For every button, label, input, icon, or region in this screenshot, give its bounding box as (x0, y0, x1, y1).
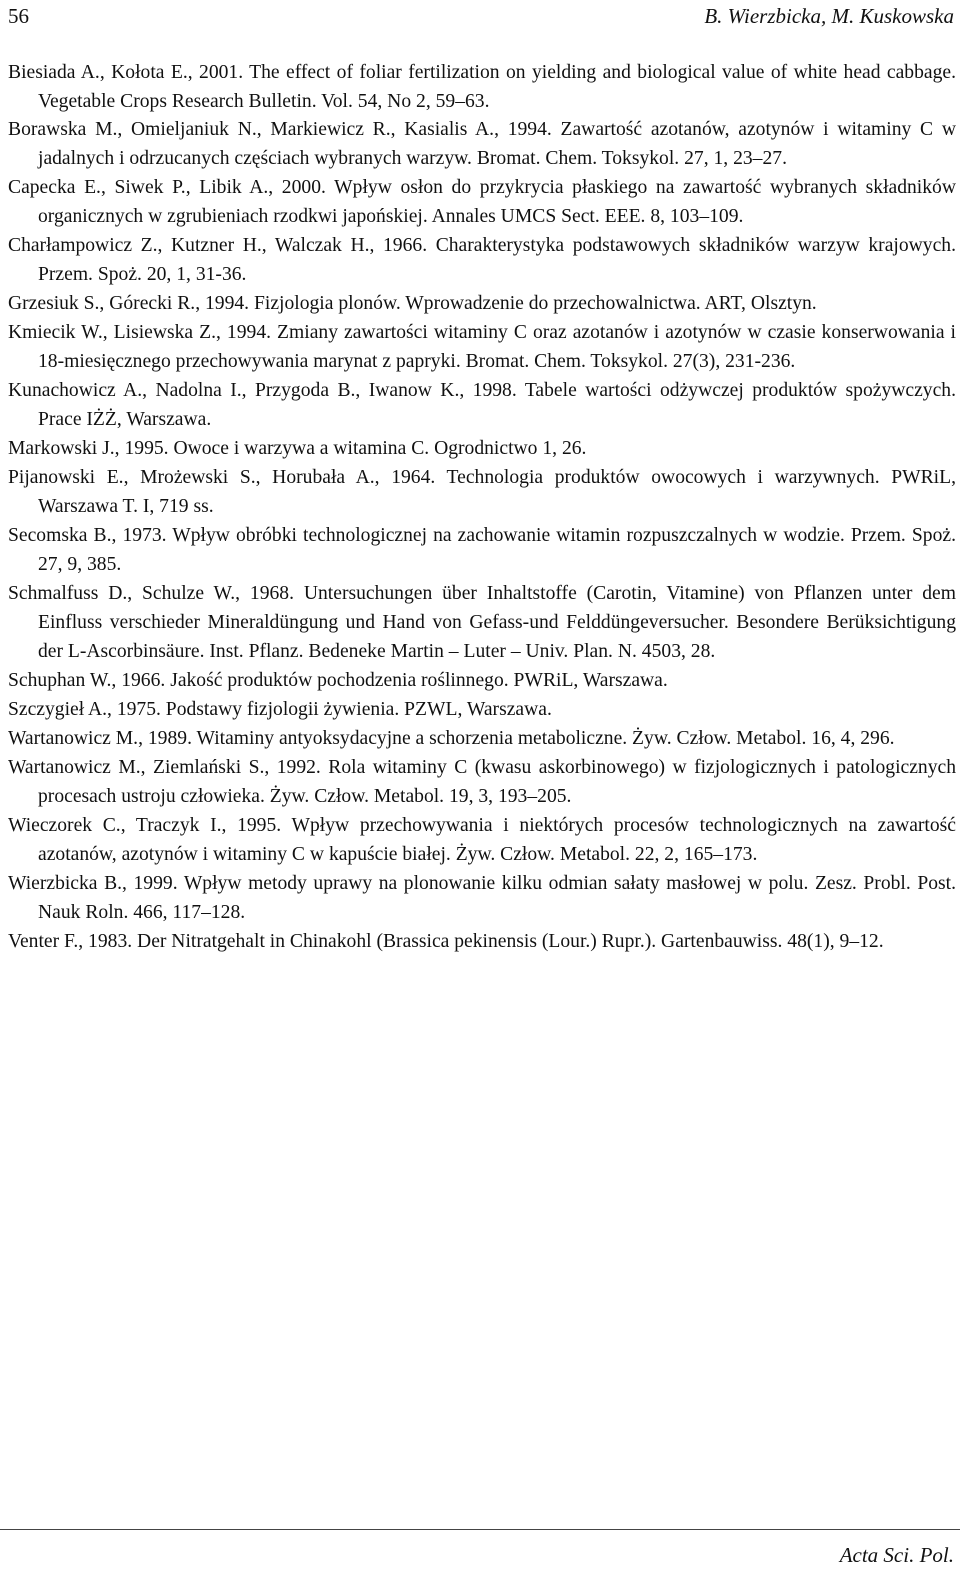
reference-entry: Wartanowicz M., 1989. Witaminy antyoksydacyjne a schorzenia metaboliczne. Żyw. Człow. Metabol. 16, 4, 296. (8, 728, 895, 749)
reference-entry: Schmalfuss D., Schulze W., 1968. Untersuchungen über Inhaltstoffe (Carotin, Vitamine) von Pflanzen unter dem Einfluss verschieder Mineraldüngung und Hand von Gefass-und Felddüngeversucher. Besondere Berüksichtigung der L-Ascorbinsäure. Inst. Pflanz. Bedeneke Martin – Luter – Univ. Plan. N. 4503, 28. (8, 583, 956, 662)
reference-entry: Grzesiuk S., Górecki R., 1994. Fizjologia plonów. Wprowadzenie do przechowalnictwa. ART, Olsztyn. (8, 293, 817, 314)
reference-entry: Markowski J., 1995. Owoce i warzywa a witamina C. Ogrodnictwo 1, 26. (8, 438, 587, 459)
running-head: B. Wierzbicka, M. Kuskowska (704, 4, 954, 28)
reference-entry: Biesiada A., Kołota E., 2001. The effect of foliar fertilization on yielding and biological value of white head cabbage. Vegetable Crops Research Bulletin. Vol. 54, No 2, 59–63. (8, 62, 956, 112)
page-number: 56 (8, 4, 29, 28)
reference-entry: Kmiecik W., Lisiewska Z., 1994. Zmiany zawartości witaminy C oraz azotanów i azotynów w czasie konserwowania i 18-miesięcznego przechowywania marynat z papryki. Bromat. Chem. Toksykol. 27(3), 231-236. (8, 322, 956, 372)
reference-entry: Wieczorek C., Traczyk I., 1995. Wpływ przechowywania i niektórych procesów technologicznych na zawartość azotanów, azotynów i witaminy C w kapuście białej. Żyw. Człow. Metabol. 22, 2, 165–173. (8, 815, 956, 865)
reference-entry: Capecka E., Siwek P., Libik A., 2000. Wpływ osłon do przykrycia płaskiego na zawartość wybranych składników organicznych w zgrubieniach rzodkwi japońskiej. Annales UMCS Sect. EEE. 8, 103–109. (8, 177, 956, 227)
reference-entry: Venter F., 1983. Der Nitratgehalt in Chinakohl (Brassica pekinensis (Lour.) Rupr.). Gartenbauwiss. 48(1), 9–12. (8, 931, 884, 952)
reference-entry: Charłampowicz Z., Kutzner H., Walczak H., 1966. Charakterystyka podstawowych składników warzyw krajowych. Przem. Spoż. 20, 1, 31-36. (8, 235, 956, 285)
reference-entry: Schuphan W., 1966. Jakość produktów pochodzenia roślinnego. PWRiL, Warszawa. (8, 670, 668, 691)
reference-entry: Szczygieł A., 1975. Podstawy fizjologii żywienia. PZWL, Warszawa. (8, 699, 552, 720)
footer-divider (0, 1529, 960, 1530)
reference-entry: Kunachowicz A., Nadolna I., Przygoda B., Iwanow K., 1998. Tabele wartości odżywczej produktów spożywczych. Prace IŻŻ, Warszawa. (8, 380, 956, 430)
page-header (8, 2, 954, 30)
reference-entry: Borawska M., Omieljaniuk N., Markiewicz R., Kasialis A., 1994. Zawartość azotanów, azotynów i witaminy C w jadalnych i odrzucanych częściach wybranych warzyw. Bromat. Chem. Toksykol. 27, 1, 23–27. (8, 119, 956, 169)
reference-list (8, 59, 956, 956)
reference-entry: Pijanowski E., Mrożewski S., Horubała A., 1964. Technologia produktów owocowych i warzywnych. PWRiL, Warszawa T. I, 719 ss. (8, 467, 956, 517)
reference-entry: Wartanowicz M., Ziemlański S., 1992. Rola witaminy C (kwasu askorbinowego) w fizjologicznych i patologicznych procesach ustroju człowieka. Żyw. Człow. Metabol. 19, 3, 193–205. (8, 757, 956, 807)
journal-name: Acta Sci. Pol. (839, 1543, 954, 1567)
reference-entry: Secomska B., 1973. Wpływ obróbki technologicznej na zachowanie witamin rozpuszczalnych w wodzie. Przem. Spoż. 27, 9, 385. (8, 525, 956, 575)
reference-entry: Wierzbicka B., 1999. Wpływ metody uprawy na plonowanie kilku odmian sałaty masłowej w polu. Zesz. Probl. Post. Nauk Roln. 466, 117–128. (8, 873, 956, 923)
